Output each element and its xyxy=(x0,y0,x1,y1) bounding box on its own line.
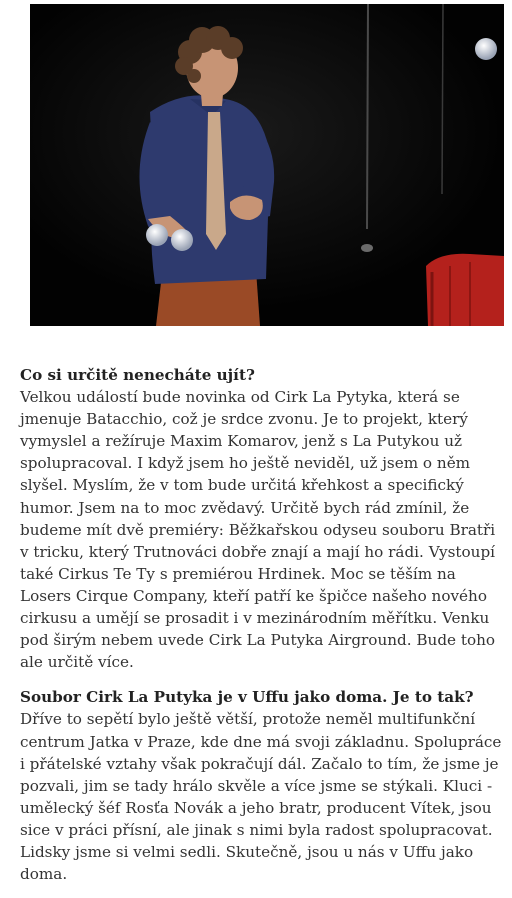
ball-icon xyxy=(171,229,193,251)
interview-article xyxy=(20,364,504,898)
red-chair-icon xyxy=(426,254,504,326)
ball-icon xyxy=(475,38,497,60)
juggler-photo-icon xyxy=(30,4,504,326)
interview-answer: Dříve to sepětí bylo ještě větší, protože neměl multifunkční centrum Jatka v Praze, kde dne má svoji základnu. Spolupráce i přátelské vztahy však pokračují dál. Začalo to tím, že jsme je pozvali, jim se tady hrálo skvěle a více jsme se stýkali. Kluci - umělecký šéf Rosťa Novák a jeho bratr, producent Vítek, jsou sice v práci přísní, ale jinak s nimi byla radost spolupracovat. Lidsky jsme si velmi sedli. Skutečně, jsou u nás v Uffu jako doma. xyxy=(20,710,502,884)
article-photo xyxy=(30,4,504,326)
interview-question: Soubor Cirk La Putyka je v Uffu jako doma. Je to tak? xyxy=(20,688,474,707)
interview-section-1 xyxy=(20,364,504,673)
interview-question: Co si určitě nenecháte ujít? xyxy=(20,366,255,384)
ball-icon xyxy=(146,224,168,246)
interview-answer: Velkou událostí bude novinka od Cirk La Pytyka, která se jmenuje Batacchio, což je srdce zvonu. Je to projekt, který vymyslel a režíruje Maxim Komarov, jenž s La Putykou už spolupracoval. I když jsem ho ještě neviděl, už jsem o něm slyšel. Myslím, že v tom bude určitá křehkost a specifický humor. Jsem na to moc zvědavý. Určitě bych rád zmínil, že budeme mít dvě premiéry: Běžkařskou odyseu souboru Bratři v tricku, který Trutnováci dobře znají a mají ho rádi. Vystoupí také Cirkus Te Ty s premiérou Hrdinek. Moc se těším na Losers Cirque Company, kteří patří ke špičce našeho nového cirkusu a umějí se prosadit i v mezinárodním měřítku. Venku pod širým nebem uvede Cirk La Putyka Airground. Bude toho ale určitě více. xyxy=(20,388,496,672)
interview-section-2 xyxy=(20,686,504,885)
